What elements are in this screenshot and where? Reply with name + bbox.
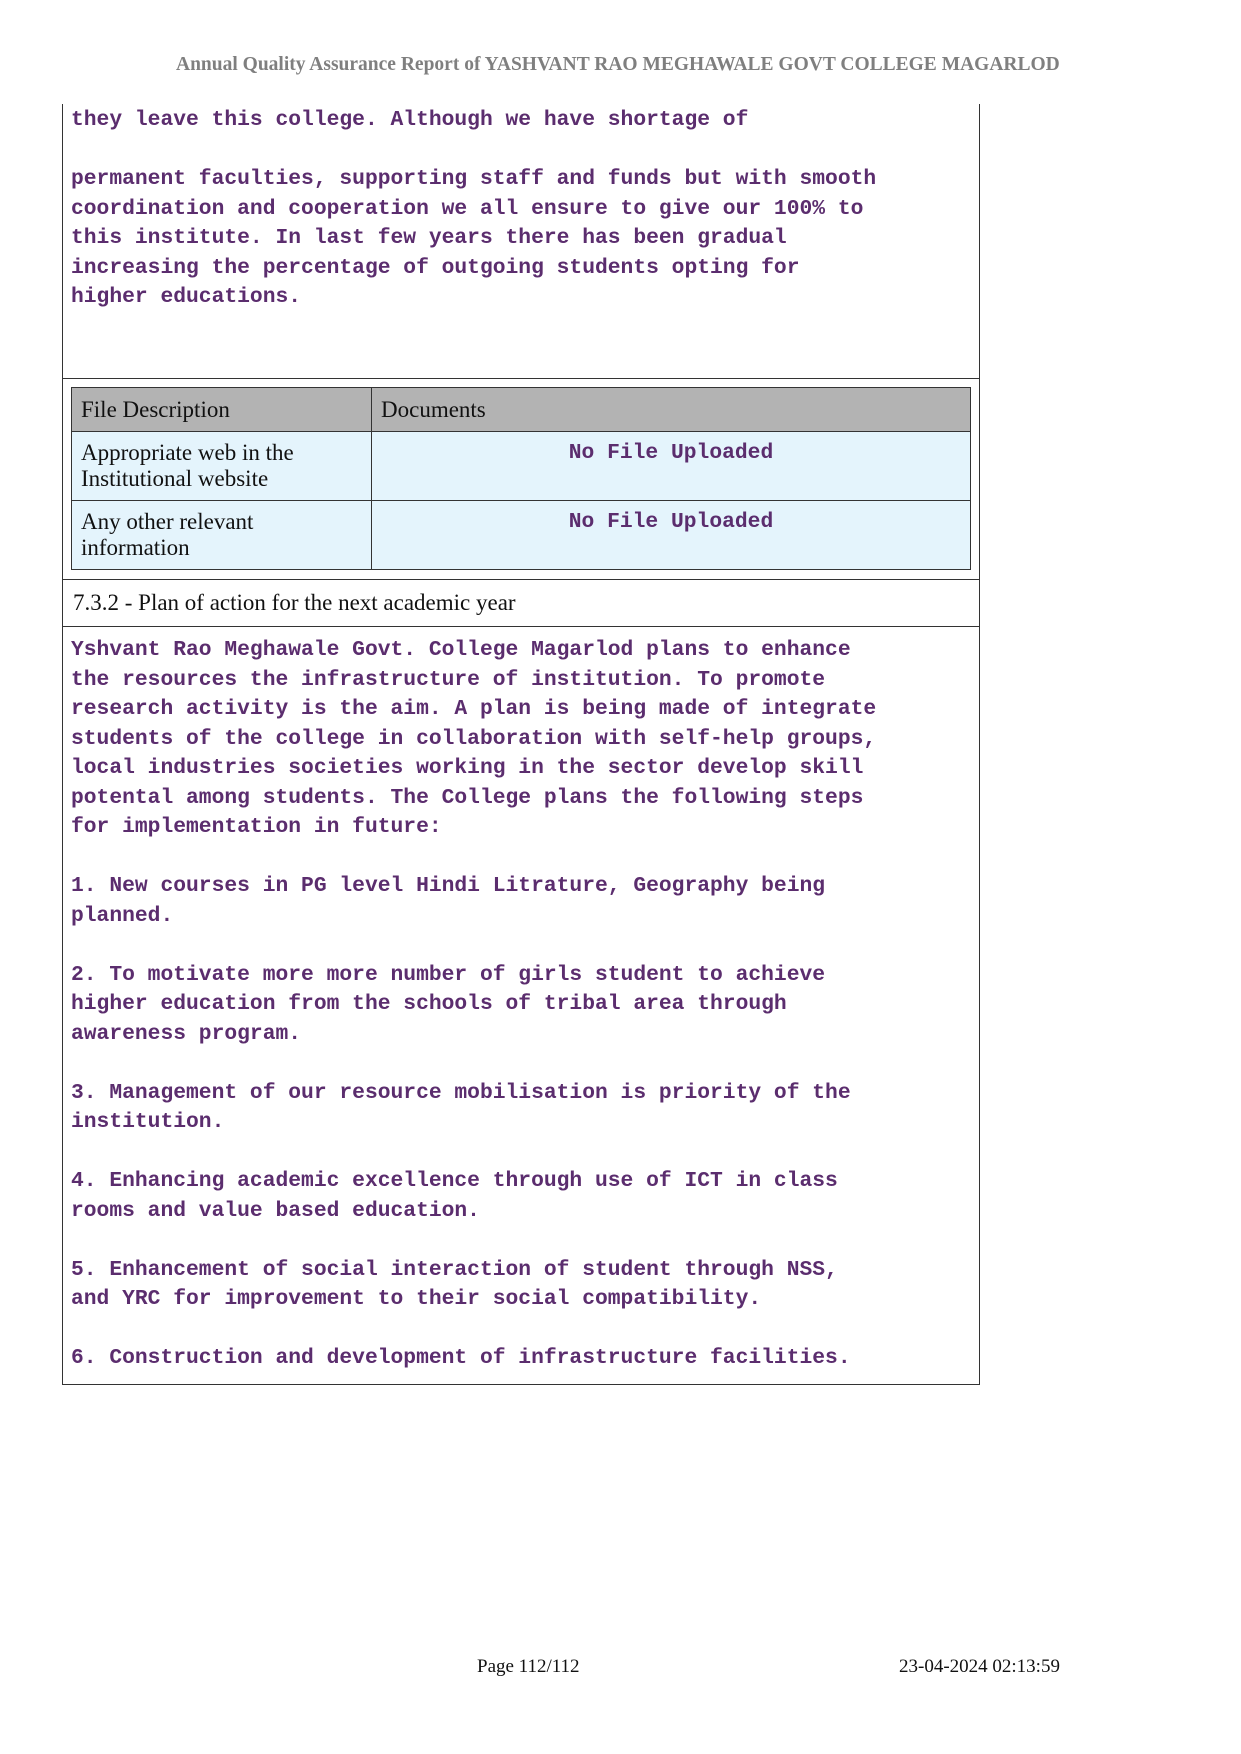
section-7-3-1-text: [63, 104, 979, 378]
table-row: [72, 501, 971, 570]
document-cell: [372, 501, 971, 570]
continued-paragraph: they leave this college. Although we have shortage of permanent faculties, supporting staff and funds but with smooth coordination and cooperation we all ensure to give our 100% to this institute. In last few years there has been gradual increasing the percentage of outgoing students opting for higher educations.: [71, 108, 877, 309]
file-table: [71, 387, 971, 570]
document-cell: [372, 432, 971, 501]
generated-timestamp: 23-04-2024 02:13:59: [899, 1656, 1060, 1677]
page-number: Page 112/112: [477, 1656, 580, 1677]
file-description: Any other relevant information: [72, 501, 372, 570]
section-7-3-2-text: [63, 627, 979, 1384]
report-title: Annual Quality Assurance Report of YASHVANT RAO MEGHAWALE GOVT COLLEGE MAGARLOD: [176, 54, 1060, 75]
table-row: [72, 432, 971, 501]
file-description: Appropriate web in the Institutional website: [72, 432, 372, 501]
document-status: No File Uploaded: [568, 441, 774, 465]
document-status: No File Uploaded: [568, 510, 774, 534]
plan-of-action-paragraph: Yshvant Rao Meghawale Govt. College Magarlod plans to enhance the resources the infrastructure of institution. To promote research activity is the aim. A plan is being made of integrate students of the college in collaboration with self-help groups, local industries societies working in the sector develop skill potental among students. The College plans the following steps for implementation in future: 1. New courses in PG level Hindi Litrature, Geography being planned. 2. To motivate more more number of girls student to achieve higher education from the schools of tribal area through awareness program. 3. Management of our resource mobilisation is priority of the institution. 4. Enhancing academic excellence through use of ICT in class rooms and value based education. 5. Enhancement of social interaction of student through NSS, and YRC for improvement to their social compatibility. 6. Construction and development of infrastructure facilities.: [71, 638, 877, 1370]
file-table-container: [63, 379, 979, 579]
header-file-description: File Description: [72, 388, 372, 432]
header-documents: Documents: [372, 388, 971, 432]
section-title: 7.3.2 - Plan of action for the next academic year: [73, 590, 516, 615]
report-frame: [62, 104, 980, 1385]
file-table-header: [72, 388, 971, 432]
